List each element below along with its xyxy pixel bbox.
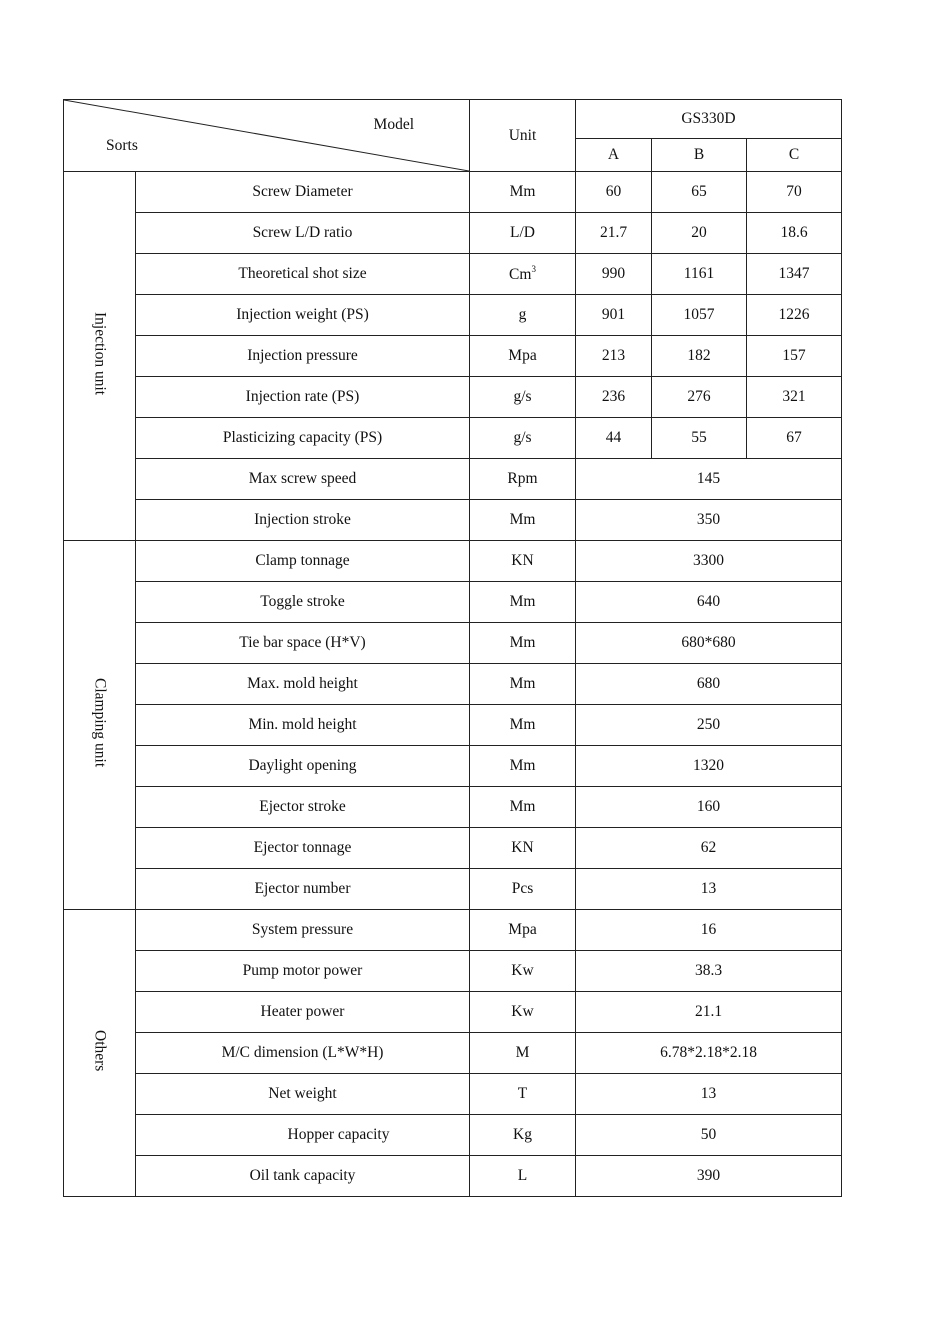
variant-b: B bbox=[652, 139, 747, 172]
item-unit: Mm bbox=[470, 787, 576, 828]
item-name: Screw Diameter bbox=[136, 172, 470, 213]
table-row bbox=[64, 1033, 842, 1074]
unit-superscript: 3 bbox=[531, 264, 536, 274]
item-name: M/C dimension (L*W*H) bbox=[136, 1033, 470, 1074]
value-a: 990 bbox=[576, 254, 652, 295]
item-unit: g bbox=[470, 295, 576, 336]
item-unit: Rpm bbox=[470, 459, 576, 500]
item-unit: L bbox=[470, 1156, 576, 1197]
group-label: Injection unit bbox=[91, 311, 109, 396]
value-c: 321 bbox=[747, 377, 842, 418]
variant-c: C bbox=[747, 139, 842, 172]
spec-table bbox=[63, 99, 842, 1197]
item-name: Tie bar space (H*V) bbox=[136, 623, 470, 664]
item-unit: g/s bbox=[470, 418, 576, 459]
item-value: 6.78*2.18*2.18 bbox=[576, 1033, 842, 1074]
table-row bbox=[64, 582, 842, 623]
item-unit: KN bbox=[470, 541, 576, 582]
sorts-label: Sorts bbox=[106, 137, 138, 154]
variant-a: A bbox=[576, 139, 652, 172]
item-value: 13 bbox=[576, 869, 842, 910]
unit-base: Cm bbox=[509, 266, 532, 283]
diagonal-divider bbox=[64, 100, 469, 171]
value-b: 65 bbox=[652, 172, 747, 213]
value-c: 18.6 bbox=[747, 213, 842, 254]
value-b: 20 bbox=[652, 213, 747, 254]
table-row bbox=[64, 336, 842, 377]
table-row bbox=[64, 295, 842, 336]
item-value: 250 bbox=[576, 705, 842, 746]
table-row bbox=[64, 459, 842, 500]
item-value: 1320 bbox=[576, 746, 842, 787]
item-name: Theoretical shot size bbox=[136, 254, 470, 295]
item-name: Net weight bbox=[136, 1074, 470, 1115]
item-name: Min. mold height bbox=[136, 705, 470, 746]
item-unit bbox=[470, 254, 576, 295]
item-name: Injection rate (PS) bbox=[136, 377, 470, 418]
group-clamping bbox=[64, 541, 136, 910]
item-unit: Mpa bbox=[470, 336, 576, 377]
item-value: 13 bbox=[576, 1074, 842, 1115]
item-unit: Kg bbox=[470, 1115, 576, 1156]
group-others bbox=[64, 910, 136, 1197]
item-name: System pressure bbox=[136, 910, 470, 951]
table-row bbox=[64, 500, 842, 541]
item-value: 3300 bbox=[576, 541, 842, 582]
item-value: 160 bbox=[576, 787, 842, 828]
group-label: Clamping unit bbox=[91, 677, 109, 768]
item-unit: Pcs bbox=[470, 869, 576, 910]
value-b: 182 bbox=[652, 336, 747, 377]
table-row bbox=[64, 951, 842, 992]
item-value: 390 bbox=[576, 1156, 842, 1197]
item-name: Daylight opening bbox=[136, 746, 470, 787]
item-unit: Mm bbox=[470, 623, 576, 664]
model-label: Model bbox=[373, 116, 414, 133]
value-b: 55 bbox=[652, 418, 747, 459]
item-unit: Mpa bbox=[470, 910, 576, 951]
value-c: 67 bbox=[747, 418, 842, 459]
item-unit: g/s bbox=[470, 377, 576, 418]
table-row bbox=[64, 787, 842, 828]
table-row bbox=[64, 992, 842, 1033]
item-name: Toggle stroke bbox=[136, 582, 470, 623]
item-name: Injection pressure bbox=[136, 336, 470, 377]
item-value: 38.3 bbox=[576, 951, 842, 992]
item-unit: Mm bbox=[470, 664, 576, 705]
table-row bbox=[64, 746, 842, 787]
item-value: 50 bbox=[576, 1115, 842, 1156]
item-unit: Mm bbox=[470, 746, 576, 787]
item-unit: KN bbox=[470, 828, 576, 869]
header-row bbox=[64, 100, 842, 139]
item-name: Injection stroke bbox=[136, 500, 470, 541]
model-name: GS330D bbox=[576, 100, 842, 139]
item-name: Ejector stroke bbox=[136, 787, 470, 828]
value-c: 157 bbox=[747, 336, 842, 377]
item-name: Ejector tonnage bbox=[136, 828, 470, 869]
item-value: 21.1 bbox=[576, 992, 842, 1033]
table-row bbox=[64, 869, 842, 910]
table-row bbox=[64, 623, 842, 664]
value-a: 60 bbox=[576, 172, 652, 213]
table-row bbox=[64, 705, 842, 746]
item-unit: L/D bbox=[470, 213, 576, 254]
item-unit: Mm bbox=[470, 582, 576, 623]
item-name: Ejector number bbox=[136, 869, 470, 910]
table-row bbox=[64, 664, 842, 705]
item-name: Oil tank capacity bbox=[136, 1156, 470, 1197]
table-row bbox=[64, 254, 842, 295]
item-value: 145 bbox=[576, 459, 842, 500]
item-unit: Mm bbox=[470, 500, 576, 541]
table-row bbox=[64, 1156, 842, 1197]
table-row bbox=[64, 1074, 842, 1115]
table-row bbox=[64, 541, 842, 582]
group-label: Others bbox=[91, 1029, 109, 1072]
item-name: Hopper capacity bbox=[136, 1115, 470, 1156]
item-name: Clamp tonnage bbox=[136, 541, 470, 582]
item-value: 640 bbox=[576, 582, 842, 623]
item-name: Heater power bbox=[136, 992, 470, 1033]
item-value: 680*680 bbox=[576, 623, 842, 664]
item-name: Pump motor power bbox=[136, 951, 470, 992]
table-row bbox=[64, 213, 842, 254]
item-name: Screw L/D ratio bbox=[136, 213, 470, 254]
item-value: 350 bbox=[576, 500, 842, 541]
value-a: 21.7 bbox=[576, 213, 652, 254]
item-name: Injection weight (PS) bbox=[136, 295, 470, 336]
item-name: Max. mold height bbox=[136, 664, 470, 705]
unit-header: Unit bbox=[470, 100, 576, 172]
item-unit: M bbox=[470, 1033, 576, 1074]
value-c: 1226 bbox=[747, 295, 842, 336]
value-a: 236 bbox=[576, 377, 652, 418]
value-a: 213 bbox=[576, 336, 652, 377]
value-a: 901 bbox=[576, 295, 652, 336]
table-row bbox=[64, 1115, 842, 1156]
value-b: 276 bbox=[652, 377, 747, 418]
table-row bbox=[64, 172, 842, 213]
item-name: Plasticizing capacity (PS) bbox=[136, 418, 470, 459]
table-row bbox=[64, 828, 842, 869]
item-unit: Mm bbox=[470, 172, 576, 213]
item-value: 16 bbox=[576, 910, 842, 951]
value-b: 1057 bbox=[652, 295, 747, 336]
table-row bbox=[64, 910, 842, 951]
table-row bbox=[64, 377, 842, 418]
corner-header-cell bbox=[64, 100, 470, 172]
table-row bbox=[64, 418, 842, 459]
item-unit: T bbox=[470, 1074, 576, 1115]
item-value: 62 bbox=[576, 828, 842, 869]
item-unit: Kw bbox=[470, 992, 576, 1033]
group-injection bbox=[64, 172, 136, 541]
value-c: 70 bbox=[747, 172, 842, 213]
value-c: 1347 bbox=[747, 254, 842, 295]
value-a: 44 bbox=[576, 418, 652, 459]
value-b: 1161 bbox=[652, 254, 747, 295]
item-name: Max screw speed bbox=[136, 459, 470, 500]
item-unit: Kw bbox=[470, 951, 576, 992]
item-value: 680 bbox=[576, 664, 842, 705]
item-unit: Mm bbox=[470, 705, 576, 746]
